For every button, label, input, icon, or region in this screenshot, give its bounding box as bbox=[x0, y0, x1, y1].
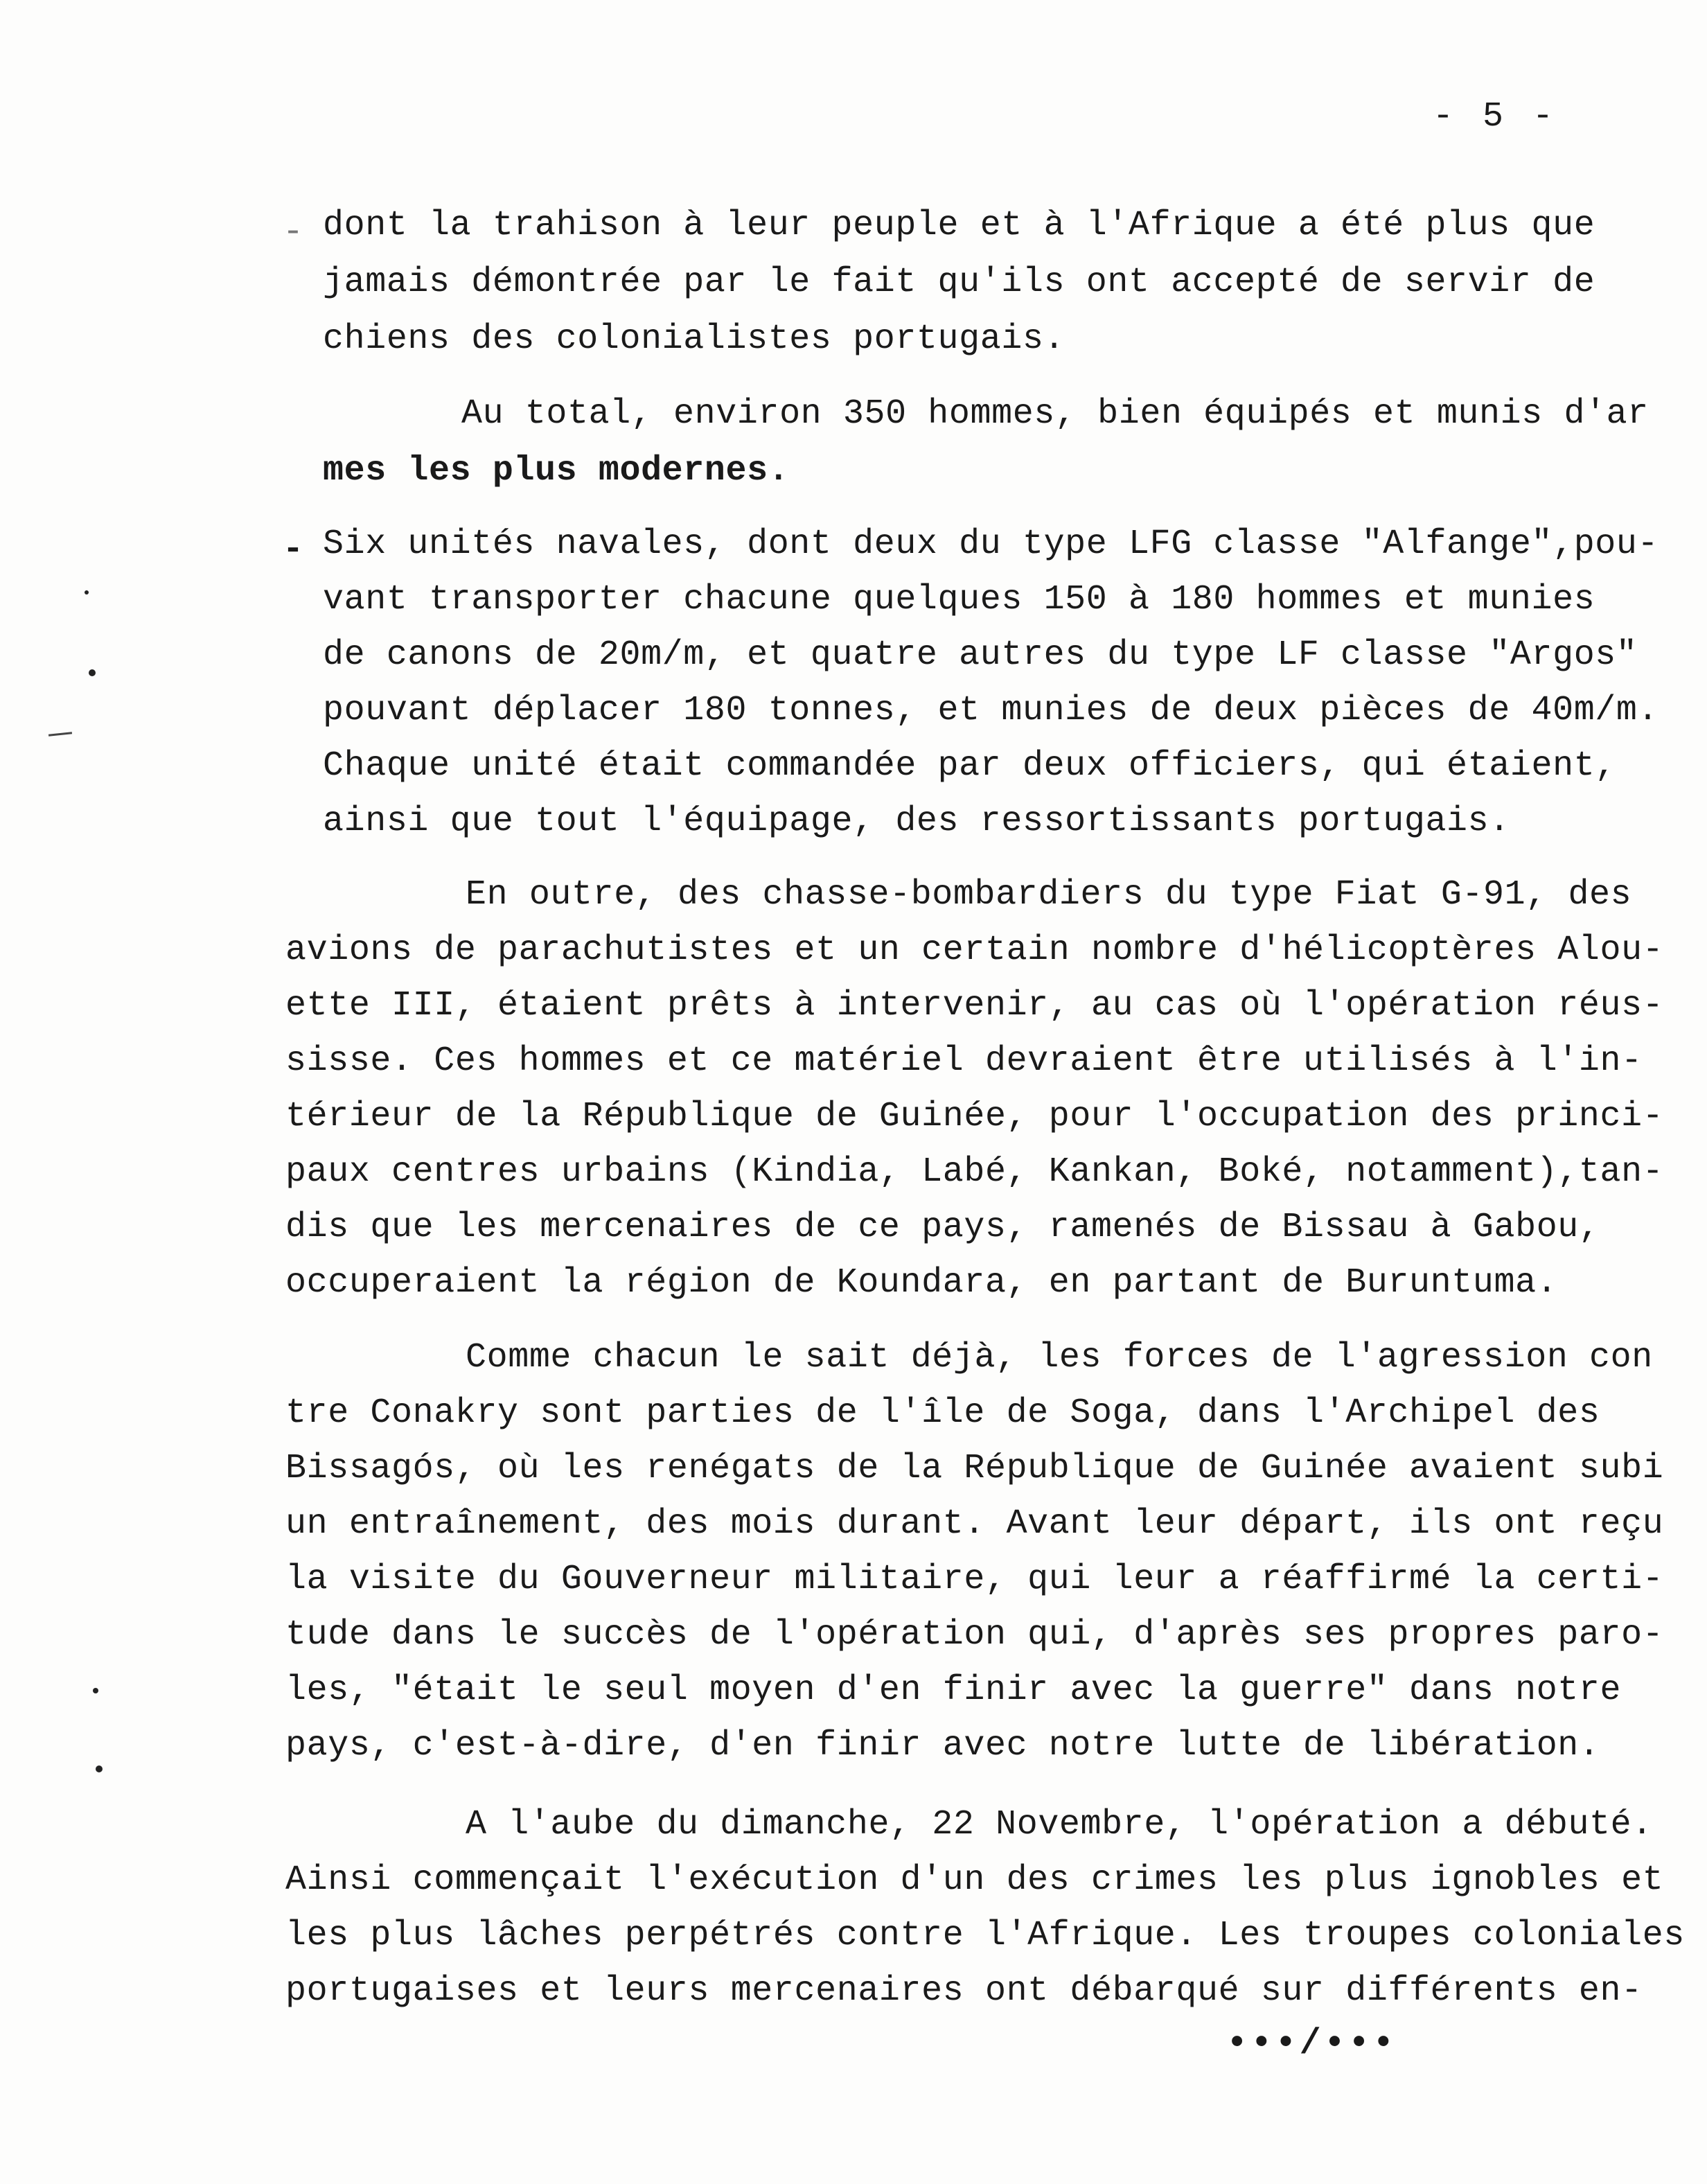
text-line: térieur de la République de Guinée, pour l'occupation des princi- bbox=[285, 1097, 1664, 1136]
text-line: A l'aube du dimanche, 22 Novembre, l'opération a débuté. bbox=[466, 1805, 1653, 1844]
page-number: - 5 - bbox=[1433, 97, 1558, 136]
margin-speck bbox=[96, 1765, 103, 1772]
text-line: Ainsi commençait l'exécution d'un des crimes les plus ignobles et bbox=[285, 1860, 1664, 1900]
text-line: dont la trahison à leur peuple et à l'Afrique a été plus que bbox=[323, 206, 1595, 245]
margin-speck bbox=[89, 669, 96, 676]
text-line: ainsi que tout l'équipage, des ressortissants portugais. bbox=[323, 802, 1510, 841]
list-dash: - bbox=[283, 213, 304, 252]
text-line: Six unités navales, dont deux du type LFG classe "Alfange",pou- bbox=[323, 525, 1659, 564]
continuation-marker: •••/••• bbox=[1226, 2023, 1397, 2064]
margin-speck bbox=[93, 1688, 98, 1693]
text-line: tude dans le succès de l'opération qui, d'après ses propres paro- bbox=[285, 1615, 1664, 1655]
margin-stroke bbox=[48, 732, 72, 737]
text-line: la visite du Gouverneur militaire, qui leur a réaffirmé la certi- bbox=[285, 1560, 1664, 1599]
text-line: avions de parachutistes et un certain nombre d'hélicoptères Alou- bbox=[285, 931, 1664, 970]
text-line: dis que les mercenaires de ce pays, ramenés de Bissau à Gabou, bbox=[285, 1208, 1600, 1247]
text-line: mes les plus modernes. bbox=[323, 451, 790, 491]
text-line: pouvant déplacer 180 tonnes, et munies de deux pièces de 40m/m. bbox=[323, 691, 1659, 730]
text-line: les plus lâches perpétrés contre l'Afrique. Les troupes coloniales bbox=[285, 1916, 1685, 1955]
text-line: portugaises et leurs mercenaires ont débarqué sur différents en- bbox=[285, 1971, 1643, 2011]
text-line: tre Conakry sont parties de l'île de Soga, dans l'Archipel des bbox=[285, 1393, 1600, 1433]
text-line: Au total, environ 350 hommes, bien équipés et munis d'ar bbox=[461, 394, 1649, 434]
text-line: sisse. Ces hommes et ce matériel devraient être utilisés à l'in- bbox=[285, 1041, 1643, 1081]
text-line: pays, c'est-à-dire, d'en finir avec notre lutte de libération. bbox=[285, 1726, 1600, 1765]
list-dash: - bbox=[283, 530, 304, 570]
text-line: chiens des colonialistes portugais. bbox=[323, 319, 1065, 359]
text-line: Comme chacun le sait déjà, les forces de l'agression con bbox=[466, 1338, 1653, 1377]
text-line: Bissagós, où les renégats de la République de Guinée avaient subi bbox=[285, 1449, 1664, 1488]
text-line: un entraînement, des mois durant. Avant leur départ, ils ont reçu bbox=[285, 1504, 1664, 1544]
margin-speck bbox=[85, 590, 89, 595]
text-line: de canons de 20m/m, et quatre autres du type LF classe "Argos" bbox=[323, 635, 1638, 675]
text-line: ette III, étaient prêts à intervenir, au cas où l'opération réus- bbox=[285, 986, 1664, 1025]
text-line: Chaque unité était commandée par deux officiers, qui étaient, bbox=[323, 746, 1616, 786]
text-line: les, "était le seul moyen d'en finir avec la guerre" dans notre bbox=[285, 1671, 1622, 1710]
text-line: En outre, des chasse-bombardiers du type Fiat G-91, des bbox=[466, 875, 1632, 915]
text-line: jamais démontrée par le fait qu'ils ont accepté de servir de bbox=[323, 263, 1595, 302]
text-line: occuperaient la région de Koundara, en partant de Buruntuma. bbox=[285, 1263, 1558, 1303]
text-line: vant transporter chacune quelques 150 à 180 hommes et munies bbox=[323, 580, 1595, 619]
text-line: paux centres urbains (Kindia, Labé, Kankan, Boké, notamment),tan- bbox=[285, 1152, 1664, 1192]
